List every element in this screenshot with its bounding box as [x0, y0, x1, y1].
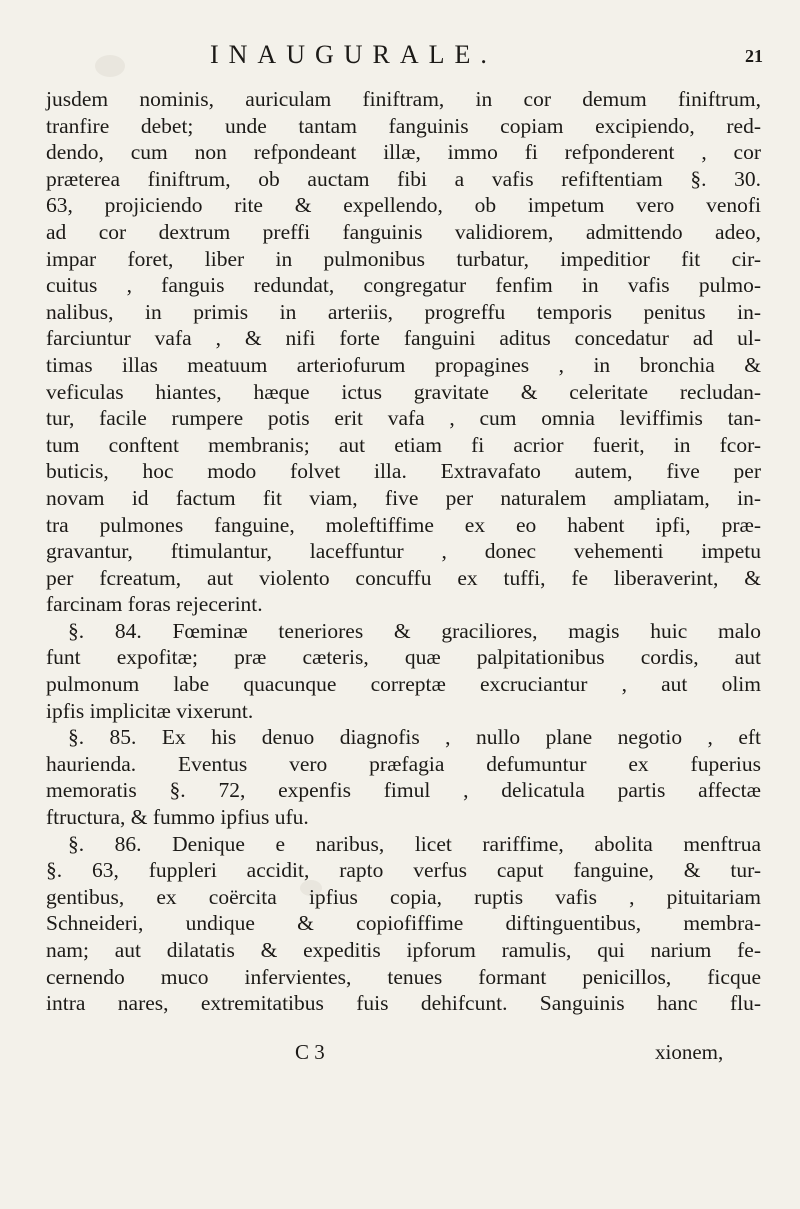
text-line: timas illas meatuum arteriofurum propagines , in bronchia &: [46, 352, 761, 377]
text-line: cuitus , fanguis redundat, congregatur fenfim in vafis pulmo-: [46, 273, 761, 298]
text-line: §. 86. Denique e naribus, licet rariffime, abolita menftrua: [68, 831, 761, 856]
text-line: præterea finiftrum, ob auctam fibi a vafis refiftentiam §. 30.: [46, 166, 761, 191]
text-line: jusdem nominis, auriculam finiftram, in cor demum finiftrum,: [46, 87, 761, 111]
text-line: haurienda. Eventus vero præfagia defumuntur ex fuperius: [46, 751, 761, 776]
text-line: novam id factum fit viam, five per naturalem ampliatam, in-: [46, 485, 761, 510]
text-line: Schneideri, undique & copiofiffime diftinguentibus, membra-: [46, 911, 761, 936]
text-line: ftructura, & fummo ipfius ufu.: [46, 805, 309, 830]
running-head: [0, 40, 800, 80]
text-line: buticis, hoc modo folvet illa. Extravafato autem, five per: [46, 459, 761, 484]
page-footer: [0, 1040, 800, 1070]
text-line: gentibus, ex coërcita ipfius copia, ruptis vafis , pituitariam: [46, 884, 761, 909]
text-line: intra nares, extremitatibus fuis dehifcunt. Sanguinis hanc flu-: [46, 991, 761, 1016]
text-line: tur, facile rumpere potis erit vafa , cum omnia leviffimis tan-: [46, 406, 761, 431]
text-line: nalibus, in primis in arteriis, progreffu temporis penitus in-: [46, 299, 761, 324]
text-line: gravantur, ftimulantur, laceffuntur , donec vehementi impetu: [46, 539, 761, 564]
text-line: tum conftent membranis; aut etiam fi acrior fuerit, in fcor-: [46, 432, 761, 457]
catchword: xionem,: [655, 1040, 724, 1064]
text-line: §. 84. Fœminæ teneriores & graciliores, magis huic malo: [68, 618, 761, 643]
text-line: pulmonum labe quacunque correptæ excruciantur , aut olim: [46, 672, 761, 697]
text-line: tra pulmones fanguine, moleftiffime ex eo habent ipfi, præ-: [46, 512, 761, 537]
text-line: §. 63, fuppleri accidit, rapto verfus caput fanguine, & tur-: [46, 858, 761, 883]
text-line: ipfis implicitæ vixerunt.: [46, 698, 254, 723]
text-line: memoratis §. 72, expenfis fimul , delicatula partis affectæ: [46, 778, 761, 803]
text-line: 63, projiciendo rite & expellendo, ob impetum vero venofi: [46, 193, 761, 218]
text-line: impar foret, liber in pulmonibus turbatur, impeditior fit cir-: [46, 246, 761, 271]
page-title: INAUGURALE.: [210, 40, 497, 69]
text-line: per fcreatum, aut violento concuffu ex tuffi, fe liberaverint, &: [46, 565, 761, 590]
text-line: cernendo muco infervientes, tenues formant penicillos, ficque: [46, 964, 761, 989]
page-number: 21: [745, 46, 763, 66]
signature-mark: C 3: [295, 1040, 325, 1064]
text-line: veficulas hiantes, hæque ictus gravitate & celeritate recludan-: [46, 379, 761, 404]
text-line: §. 85. Ex his denuo diagnofis , nullo plane negotio , eft: [68, 725, 761, 750]
text-line: dendo, cum non refpondeant illæ, immo fi refponderent , cor: [46, 140, 761, 165]
body-text: [46, 86, 761, 1017]
text-line: farciuntur vafa , & nifi forte fanguini aditus concedatur ad ul-: [46, 326, 761, 351]
text-line: tranfire debet; unde tantam fanguinis copiam excipiendo, red-: [46, 113, 761, 138]
text-line: nam; aut dilatatis & expeditis ipforum ramulis, qui narium fe-: [46, 938, 761, 962]
text-line: farcinam foras rejecerint.: [46, 592, 263, 617]
text-line: ad cor dextrum preffi fanguinis validiorem, admittendo adeo,: [46, 219, 761, 244]
text-line: funt expofitæ; præ cæteris, quæ palpitationibus cordis, aut: [46, 645, 761, 670]
